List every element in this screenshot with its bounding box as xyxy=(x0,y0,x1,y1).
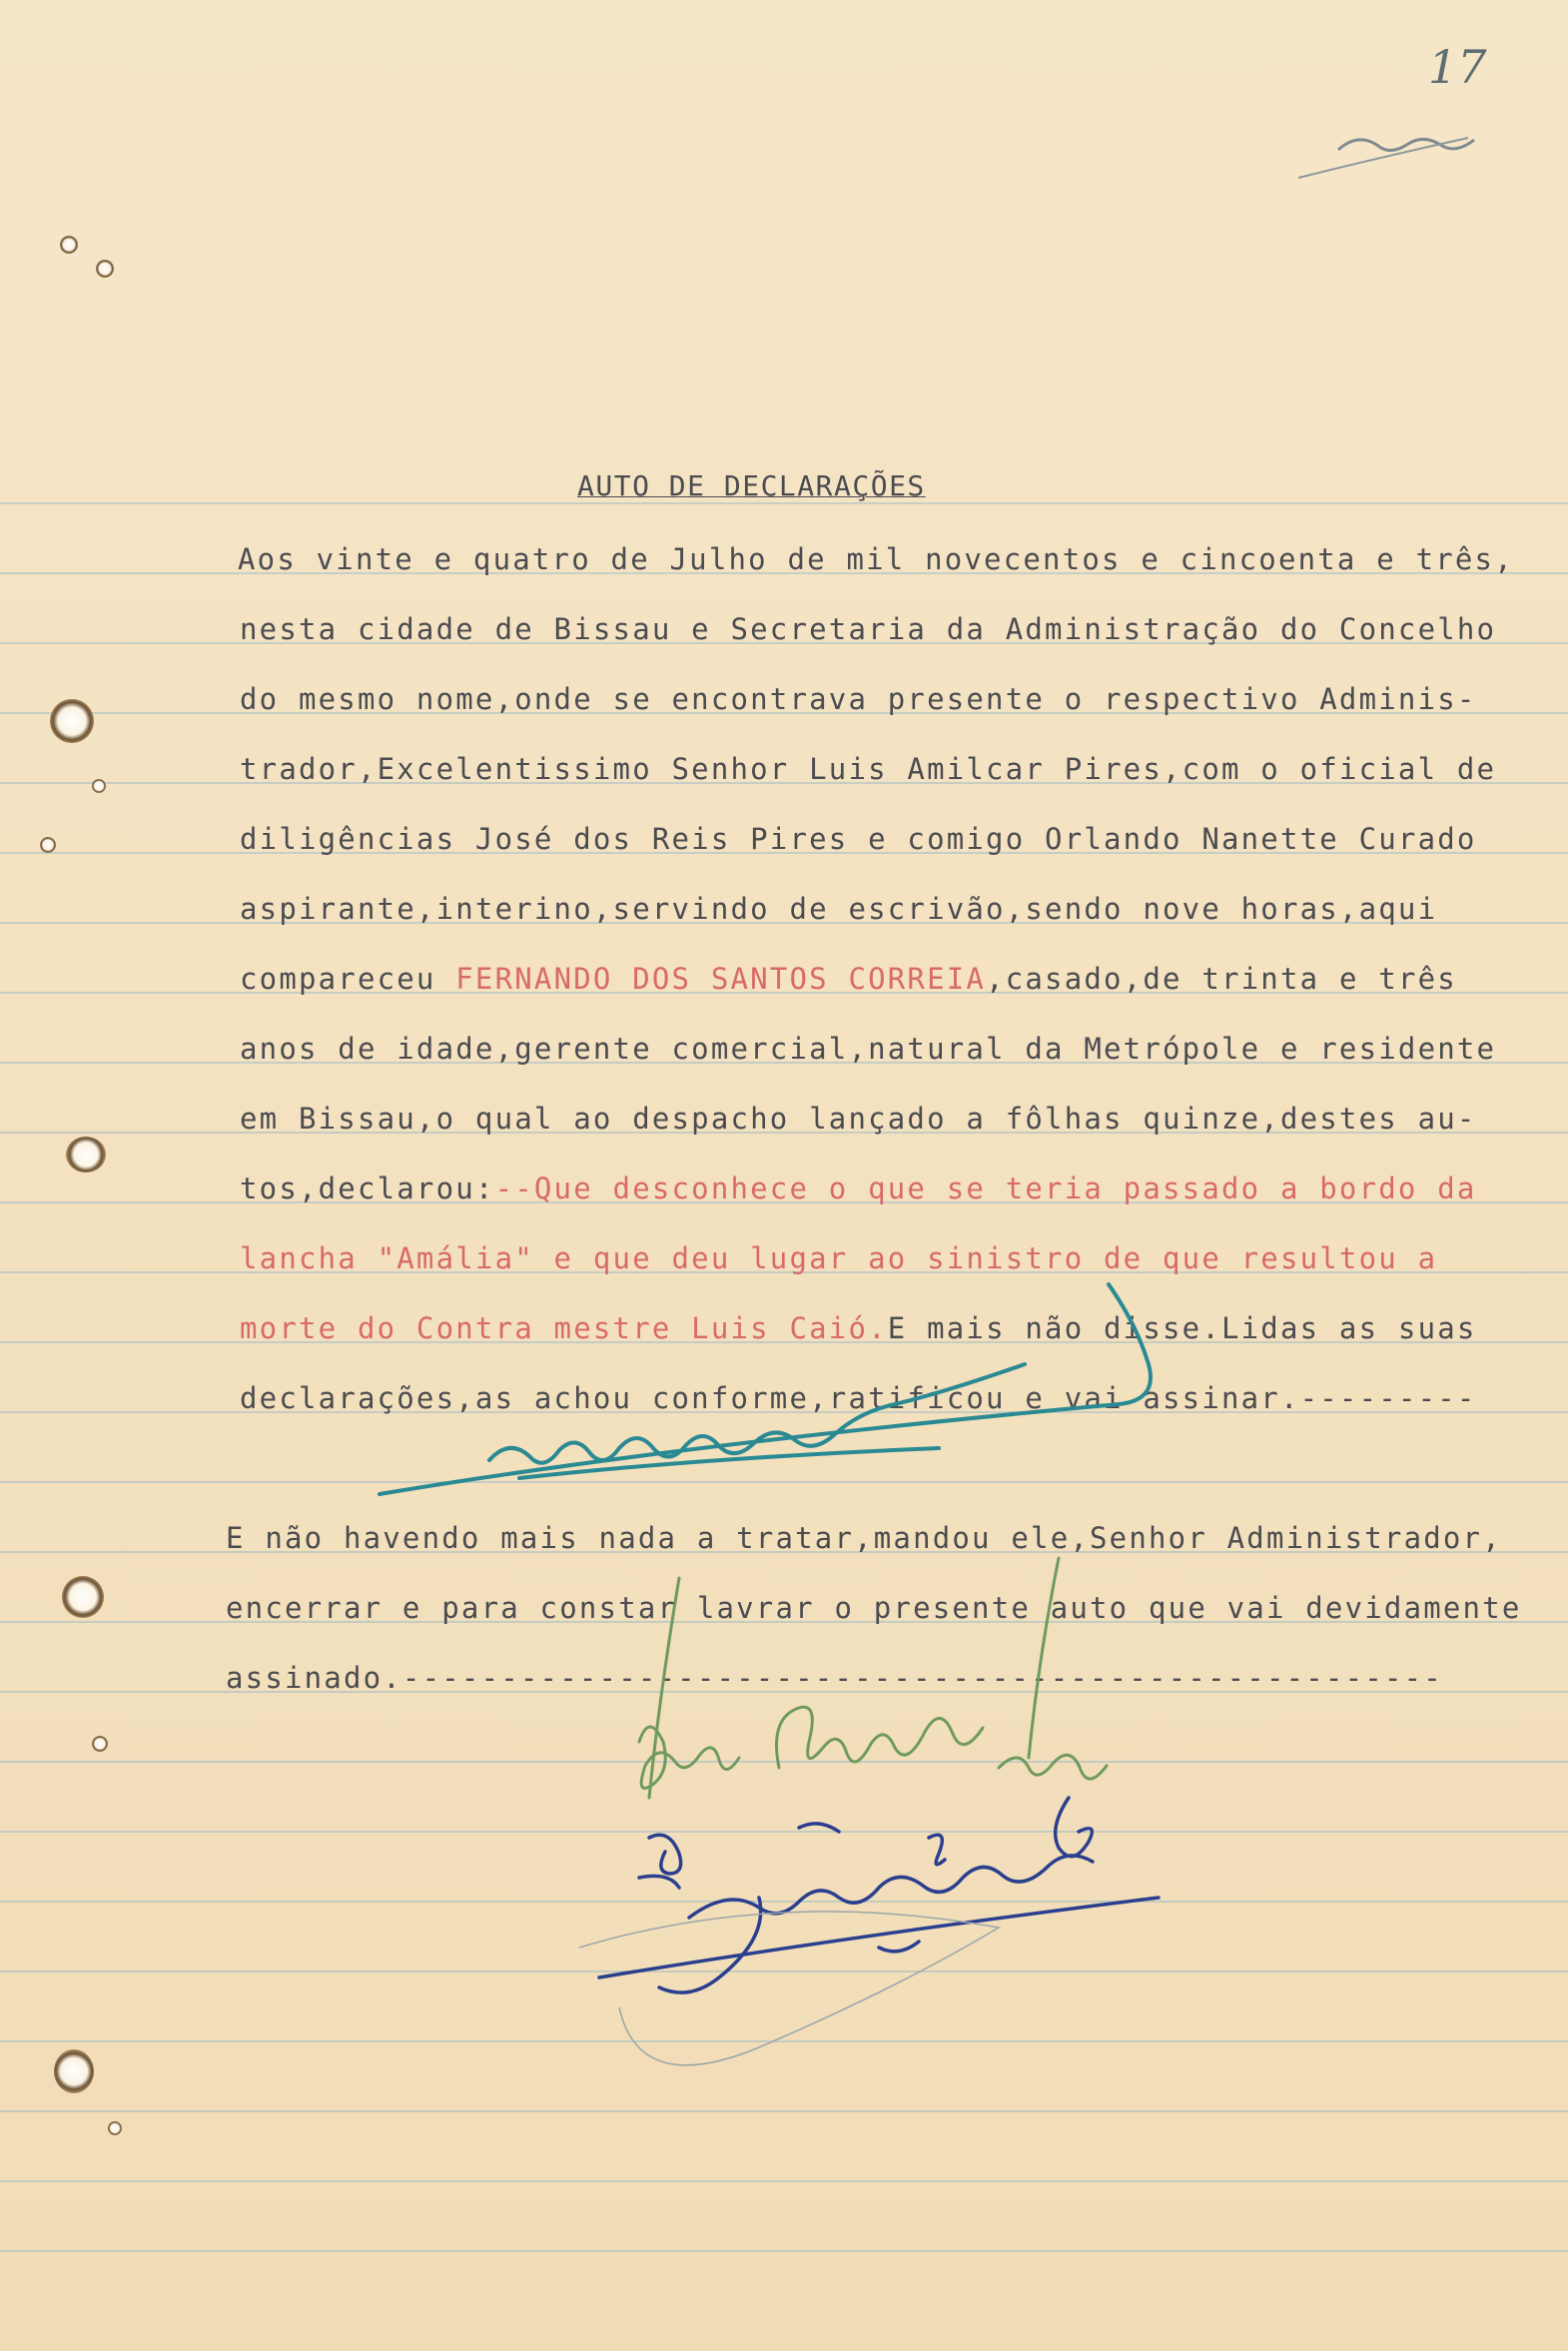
text-line: em Bissau,o qual ao despacho lançado a fôlhas quinze,destes au- xyxy=(240,1102,1477,1136)
declarant-name: FERNANDO DOS SANTOS CORREIA xyxy=(455,962,987,996)
text-segment: E mais não disse.Lidas as suas xyxy=(887,1311,1477,1345)
text-line: assinado.----------------------------------------------------- xyxy=(226,1661,1443,1695)
ruled-line xyxy=(0,1481,1568,1483)
binder-hole xyxy=(62,1576,104,1618)
clerk-signature xyxy=(599,1798,1159,1992)
binder-hole xyxy=(54,2049,94,2093)
text-segment: tos,declarou: xyxy=(240,1172,495,1205)
pin-hole xyxy=(108,2121,122,2135)
ruled-line xyxy=(0,2180,1568,2182)
text-line xyxy=(240,1172,1477,1205)
declaration-text: lancha "Amália" e que deu lugar ao sinistro de que resultou a xyxy=(240,1241,1438,1275)
pin-hole xyxy=(60,236,78,254)
ruled-line xyxy=(0,1761,1568,1763)
folio-number: 17 xyxy=(1428,40,1487,94)
pencil-stroke xyxy=(1298,138,1468,178)
ruled-line xyxy=(0,2110,1568,2112)
ruled-line xyxy=(0,1901,1568,1903)
text-line: nesta cidade de Bissau e Secretaria da Administração do Concelho xyxy=(240,612,1497,646)
document-title: AUTO DE DECLARAÇÕES xyxy=(577,469,926,502)
binder-hole xyxy=(50,699,94,743)
declaration-text: --Que desconhece o que se teria passado a bordo da xyxy=(494,1172,1477,1205)
ruled-line xyxy=(0,1831,1568,1833)
ruled-line xyxy=(0,502,1568,504)
ruled-line xyxy=(0,1970,1568,1972)
pencil-scribble xyxy=(1338,139,1474,150)
declaration-text: morte do Contra mestre Luis Caió. xyxy=(240,1311,888,1345)
pin-hole xyxy=(92,779,106,793)
binder-hole xyxy=(66,1137,106,1173)
text-segment: ,casado,de trinta e três xyxy=(986,962,1457,996)
text-line: encerrar e para constar lavrar o presente auto que vai devidamente xyxy=(226,1591,1522,1625)
text-line: do mesmo nome,onde se encontrava presente o respectivo Adminis- xyxy=(240,682,1477,716)
text-line: E não havendo mais nada a tratar,mandou ele,Senhor Administrador, xyxy=(226,1521,1502,1555)
ruled-line xyxy=(0,2250,1568,2252)
pin-hole xyxy=(92,1736,108,1752)
pin-hole xyxy=(96,260,114,278)
text-line: aspirante,interino,servindo de escrivão,sendo nove horas,aqui xyxy=(240,892,1438,926)
text-line: diligências José dos Reis Pires e comigo Orlando Nanette Curado xyxy=(240,822,1477,856)
text-line: Aos vinte e quatro de Julho de mil novecentos e cincoenta e três, xyxy=(238,542,1514,576)
ruled-line xyxy=(0,2040,1568,2042)
text-line: anos de idade,gerente comercial,natural da Metrópole e residente xyxy=(240,1032,1497,1066)
text-line xyxy=(240,962,1457,996)
text-line: declarações,as achou conforme,ratificou e vai assinar.--------- xyxy=(240,1381,1477,1415)
pin-hole xyxy=(40,837,56,853)
text-line xyxy=(240,1311,1477,1345)
text-segment: compareceu xyxy=(240,962,456,996)
text-line: trador,Excelentissimo Senhor Luis Amilcar Pires,com o oficial de xyxy=(240,752,1497,786)
